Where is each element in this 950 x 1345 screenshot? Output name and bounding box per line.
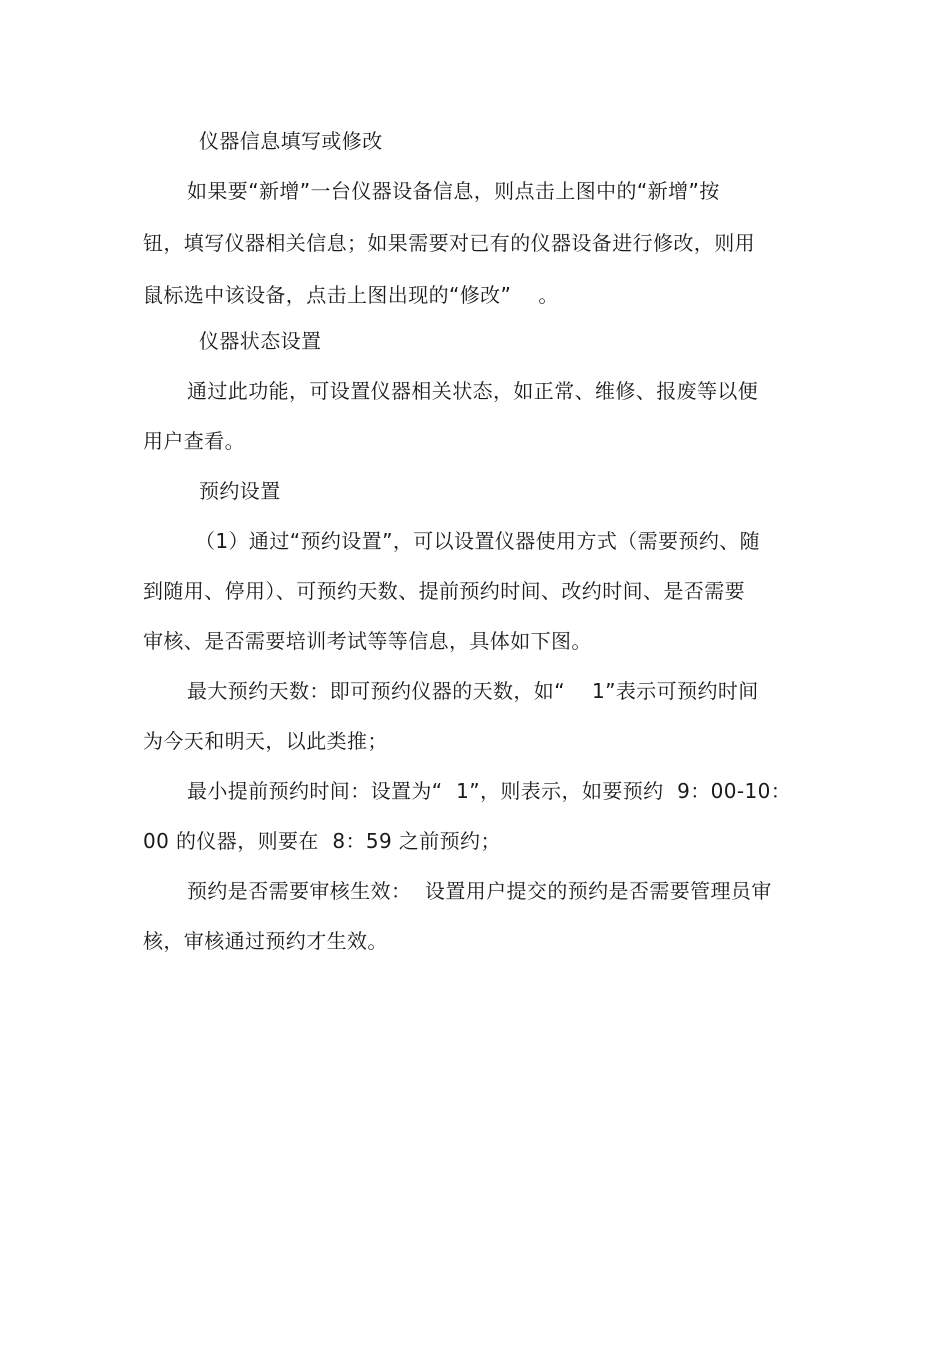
paragraph-line: 到随用、停用）、可预约天数、提前预约时间、改约时间、是否需要	[143, 579, 745, 603]
paragraph-line: 通过此功能，可设置仪器相关状态，如正常、维修、报废等以便	[187, 379, 759, 403]
paragraph-line: 核，审核通过预约才生效。	[143, 929, 388, 953]
paragraph-line: 审核、是否需要培训考试等等信息，具体如下图。	[143, 629, 592, 653]
paragraph-line: 钮，填写仪器相关信息；如果需要对已有的仪器设备进行修改，则用	[143, 231, 755, 255]
heading-instrument-info: 仪器信息填写或修改	[199, 129, 383, 153]
paragraph-line: （1）通过“预约设置”，可以设置仪器使用方式（需要预约、随	[195, 529, 761, 553]
paragraph-line: 最大预约天数：即可预约仪器的天数，如“ 1”表示可预约时间	[187, 679, 759, 703]
paragraph-line: 00 的仪器，则要在 8：59 之前预约；	[143, 829, 501, 853]
heading-reservation-settings: 预约设置	[199, 479, 281, 503]
paragraph-line: 如果要“新增”一台仪器设备信息，则点击上图中的“新增”按	[187, 179, 720, 203]
paragraph-line: 最小提前预约时间：设置为“ 1”，则表示，如要预约 9：00-10：	[187, 779, 792, 803]
paragraph-line: 用户查看。	[143, 429, 245, 453]
paragraph-line: 预约是否需要审核生效： 设置用户提交的预约是否需要管理员审	[187, 879, 772, 903]
paragraph-line: 为今天和明天，以此类推；	[143, 729, 388, 753]
paragraph-line: 鼠标选中该设备，点击上图出现的“修改” 。	[143, 283, 559, 307]
heading-instrument-status: 仪器状态设置	[199, 329, 322, 353]
